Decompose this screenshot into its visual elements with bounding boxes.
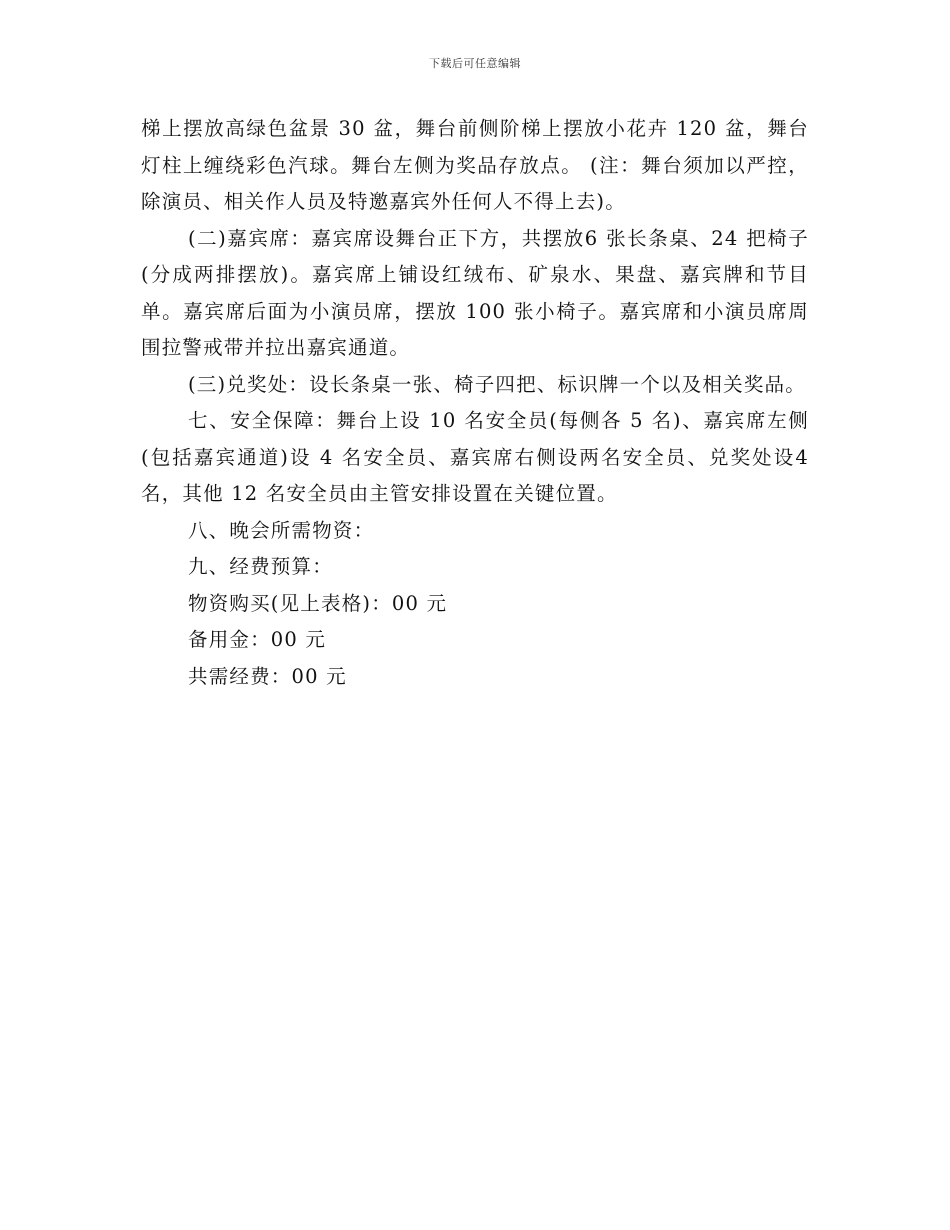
paragraph-guest-seating: (二)嘉宾席：嘉宾席设舞台正下方，共摆放6 张长条桌、24 把椅子(分成两排摆放)。嘉宾席上铺设红绒布、矿泉水、果盘、嘉宾牌和节目单。嘉宾席后面为小演员席，摆放 100 张小椅子。嘉宾席和小演员席周围拉警戒带并拉出嘉宾通道。: [141, 226, 809, 359]
line-budget-heading: 九、经费预算：: [188, 555, 333, 578]
page-header: 下载后可任意编辑: [429, 57, 521, 70]
line-reserve-fund: 备用金：00 元: [188, 628, 327, 651]
paragraph-security: 七、安全保障：舞台上设 10 名安全员(每侧各 5 名)、嘉宾席左侧(包括嘉宾通道)设 4 名安全员、嘉宾席右侧设两名安全员、兑奖处设4 名，其他 12 名安全员由主管安排设置在关键位置。: [141, 409, 809, 505]
paragraph-stage-decoration: 梯上摆放高绿色盆景 30 盆，舞台前侧阶梯上摆放小花卉 120 盆，舞台灯柱上缠绕彩色汽球。舞台左侧为奖品存放点。 (注：舞台须加以严控，除演员、相关作人员及特邀嘉宾外任何人不得上去)。: [141, 117, 809, 213]
paragraph-prize-desk: (三)兑奖处：设长条桌一张、椅子四把、标识牌一个以及相关奖品。: [188, 372, 806, 396]
line-total-cost: 共需经费：00 元: [188, 664, 347, 688]
line-materials-cost: 物资购买(见上表格)：00 元: [188, 591, 448, 615]
document-body: [141, 111, 809, 695]
line-materials-heading: 八、晚会所需物资：: [188, 518, 375, 542]
